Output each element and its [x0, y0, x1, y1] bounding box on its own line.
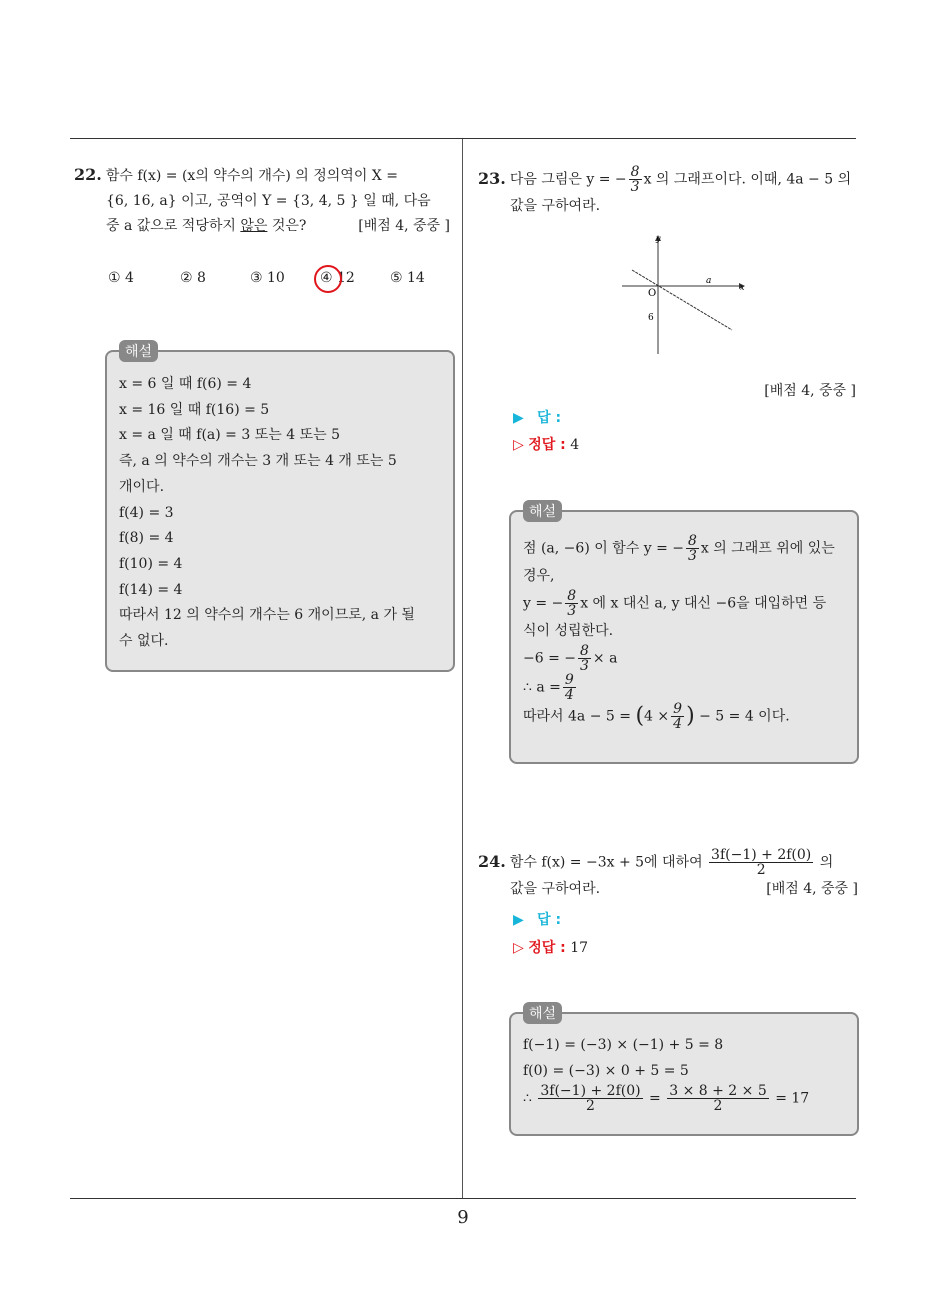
q24-sol-end: = 17 [775, 1090, 810, 1107]
q23-number: 23. [478, 168, 506, 188]
frac-num: 3f(−1) + 2f(0) [540, 1083, 641, 1099]
question-24 [478, 848, 858, 902]
q23-fraction [629, 165, 642, 194]
choice-2[interactable]: ② 8 [180, 270, 206, 286]
frac-den: 3 [687, 548, 697, 564]
right-paren: ) [686, 703, 695, 729]
answer-play-icon: ▶ [513, 912, 524, 928]
q22-text-1: 함수 f(x) = (x의 약수의 개수) 의 정의역이 X = [105, 168, 398, 184]
q24-number: 24. [478, 851, 506, 871]
q22-sol-line: f(8) = 4 [119, 530, 174, 547]
q22-underlined-word: 않은 [240, 218, 268, 234]
y-tick-label: 6 [648, 313, 654, 323]
q24-solution-text [523, 1032, 847, 1113]
q23-text-b: x 의 그래프이다. 이때, 4a − 5 의 [643, 171, 852, 188]
q23-text-a: 다음 그림은 y = − [509, 171, 627, 188]
q22-solution-box [105, 344, 455, 672]
correct-triangle-icon: ▷ [513, 940, 524, 956]
q23-sol-frac-4 [563, 673, 576, 702]
q24-text-b: 의 [819, 854, 834, 871]
top-rule [70, 138, 856, 139]
q23-sol7a: 따라서 4a − 5 = [523, 708, 631, 725]
q23-solution-tag: 해설 [523, 500, 562, 522]
frac-den: 2 [713, 1098, 723, 1114]
q22-sol-line: f(4) = 3 [119, 504, 174, 521]
q24-sol-frac-1 [538, 1084, 642, 1113]
q23-sol-frac-5 [671, 702, 684, 731]
page-number: 9 [457, 1207, 469, 1228]
q24-line1 [478, 848, 858, 877]
q24-answer-label: 답 : [537, 912, 562, 928]
frac-den: 2 [586, 1098, 595, 1114]
q23-sol3a: y = − [523, 595, 564, 612]
q23-sol-line5 [523, 644, 847, 673]
choice-3[interactable]: ③ 10 [250, 270, 285, 286]
frac-num: 8 [567, 588, 577, 604]
q23-sol5b: × a [592, 650, 618, 667]
q23-frac-den: 3 [630, 179, 640, 195]
a-label: a [706, 276, 712, 286]
q24-solution-tag: 해설 [523, 1002, 562, 1024]
q22-sol-line: x = 6 일 때 f(6) = 4 [119, 376, 252, 392]
q23-sol-frac-2 [565, 589, 578, 618]
q23-sol-line3 [523, 589, 847, 618]
q22-solution-text [119, 372, 443, 655]
choice-4[interactable] [320, 270, 355, 286]
frac-num: 8 [687, 533, 697, 549]
q22-points: [배점 4, 중중 ] [358, 218, 450, 234]
q23-answer-label: 답 : [537, 410, 562, 426]
frac-den: 4 [564, 687, 574, 703]
q24-frac-num: 3f(−1) + 2f(0) [711, 847, 812, 863]
q23-sol6a: ∴ a = [523, 679, 561, 696]
choice-5[interactable]: ⑤ 14 [390, 270, 425, 286]
q24-sol3a: ∴ [523, 1090, 532, 1107]
q24-frac-den: 2 [756, 862, 766, 878]
q23-sol7b: 4 × [644, 708, 670, 725]
frac-num: 9 [564, 672, 574, 688]
q23-line1 [478, 165, 858, 194]
q23-sol-line7 [523, 702, 847, 731]
q24-solution-box [509, 1006, 859, 1136]
q23-correct-label: 정답 : [528, 437, 566, 453]
frac-den: 3 [567, 603, 577, 619]
q24-answer-row [513, 908, 561, 933]
q24-correct-label: 정답 : [528, 940, 566, 956]
q23-correct-row [513, 433, 579, 458]
q22-sol-line: 따라서 12 의 약수의 개수는 6 개이므로, a 가 될 [119, 607, 415, 624]
q24-fraction [709, 848, 813, 877]
question-22 [74, 162, 458, 239]
q22-solution-tag: 해설 [119, 340, 158, 362]
q22-text-3a: 중 a 값으로 적당하지 [106, 218, 241, 234]
frac-num: 3 × 8 + 2 × 5 [669, 1083, 767, 1099]
left-paren: ( [635, 703, 645, 729]
answer-play-icon: ▶ [513, 410, 524, 426]
question-23 [478, 165, 858, 219]
q24-sol-frac-2 [667, 1084, 769, 1113]
q24-sol-line2: f(0) = (−3) × 0 + 5 = 5 [523, 1063, 689, 1079]
q23-sol-frac-3 [578, 644, 591, 673]
q24-line2 [478, 877, 858, 902]
q22-text-3b: 것은? [267, 218, 307, 234]
q22-sol-line: x = a 일 때 f(a) = 3 또는 4 또는 5 [119, 427, 340, 444]
q24-sol-line3 [523, 1084, 847, 1113]
q23-graph [618, 232, 748, 358]
frac-den: 4 [673, 716, 683, 732]
q23-sol-frac-1 [686, 534, 699, 563]
q23-sol3b: x 에 x 대신 a, y 대신 −6을 대입하면 등 [580, 595, 827, 612]
q22-sol-line: 수 없다. [119, 633, 169, 650]
frac-num: 8 [580, 643, 589, 659]
q24-sol-line1: f(−1) = (−3) × (−1) + 5 = 8 [523, 1037, 724, 1053]
q22-number: 22. [74, 165, 102, 184]
q23-solution-box [509, 504, 859, 764]
frac-num: 9 [673, 701, 683, 717]
frac-den: 3 [580, 658, 589, 674]
q22-sol-line: 즉, a 의 약수의 개수는 3 개 또는 4 개 또는 5 [119, 453, 397, 470]
q24-correct-row [513, 936, 588, 961]
origin-label: O [648, 288, 657, 299]
q23-sol5a: −6 = − [523, 650, 576, 667]
q23-sol7c: − 5 = 4 이다. [699, 708, 790, 725]
q23-solution-text [523, 534, 847, 731]
q23-sol-line2: 경우, [523, 568, 555, 584]
graph-line [632, 270, 732, 330]
q24-text-a: 함수 f(x) = −3x + 5에 대하여 [509, 854, 703, 871]
q23-sol1a: 점 (a, −6) 이 함수 y = − [523, 540, 684, 557]
q23-sol-line1 [523, 534, 847, 563]
y-label: y [656, 234, 661, 243]
q23-points: [배점 4, 중중 ] [764, 383, 856, 399]
q23-correct-value: 4 [570, 437, 580, 453]
q22-sol-line: 개이다. [119, 478, 165, 495]
q22-sol-line: f(14) = 4 [119, 581, 183, 598]
correct-triangle-icon: ▷ [513, 437, 524, 453]
q23-sol-line4: 식이 성립한다. [523, 623, 614, 639]
q24-sol-eq: = [649, 1090, 661, 1107]
q23-frac-num: 8 [630, 164, 640, 180]
choice-1[interactable]: ① 4 [108, 270, 134, 286]
q24-points: [배점 4, 중중 ] [766, 881, 858, 897]
selected-circle-mark [314, 265, 342, 293]
q22-sol-line: x = 16 일 때 f(16) = 5 [119, 401, 270, 418]
q22-line3 [74, 214, 458, 239]
x-label: x [740, 283, 745, 292]
choice-4-label: ④ 12 [320, 270, 355, 286]
q23-line2: 값을 구하여라. [510, 198, 601, 214]
q23-sol-line6 [523, 673, 847, 702]
q22-line2: {6, 16, a} 이고, 공역이 Y = {3, 4, 5 } 일 때, 다음 [106, 193, 431, 209]
q23-sol1b: x 의 그래프 위에 있는 [700, 540, 835, 557]
q24-line2-text: 값을 구하여라. [510, 881, 601, 897]
bottom-rule [70, 1198, 856, 1199]
q22-sol-line: f(10) = 4 [119, 555, 183, 572]
q23-answer-row [513, 406, 561, 431]
q22-line1 [74, 162, 458, 189]
q24-correct-value: 17 [570, 940, 589, 956]
column-divider [462, 139, 463, 1198]
